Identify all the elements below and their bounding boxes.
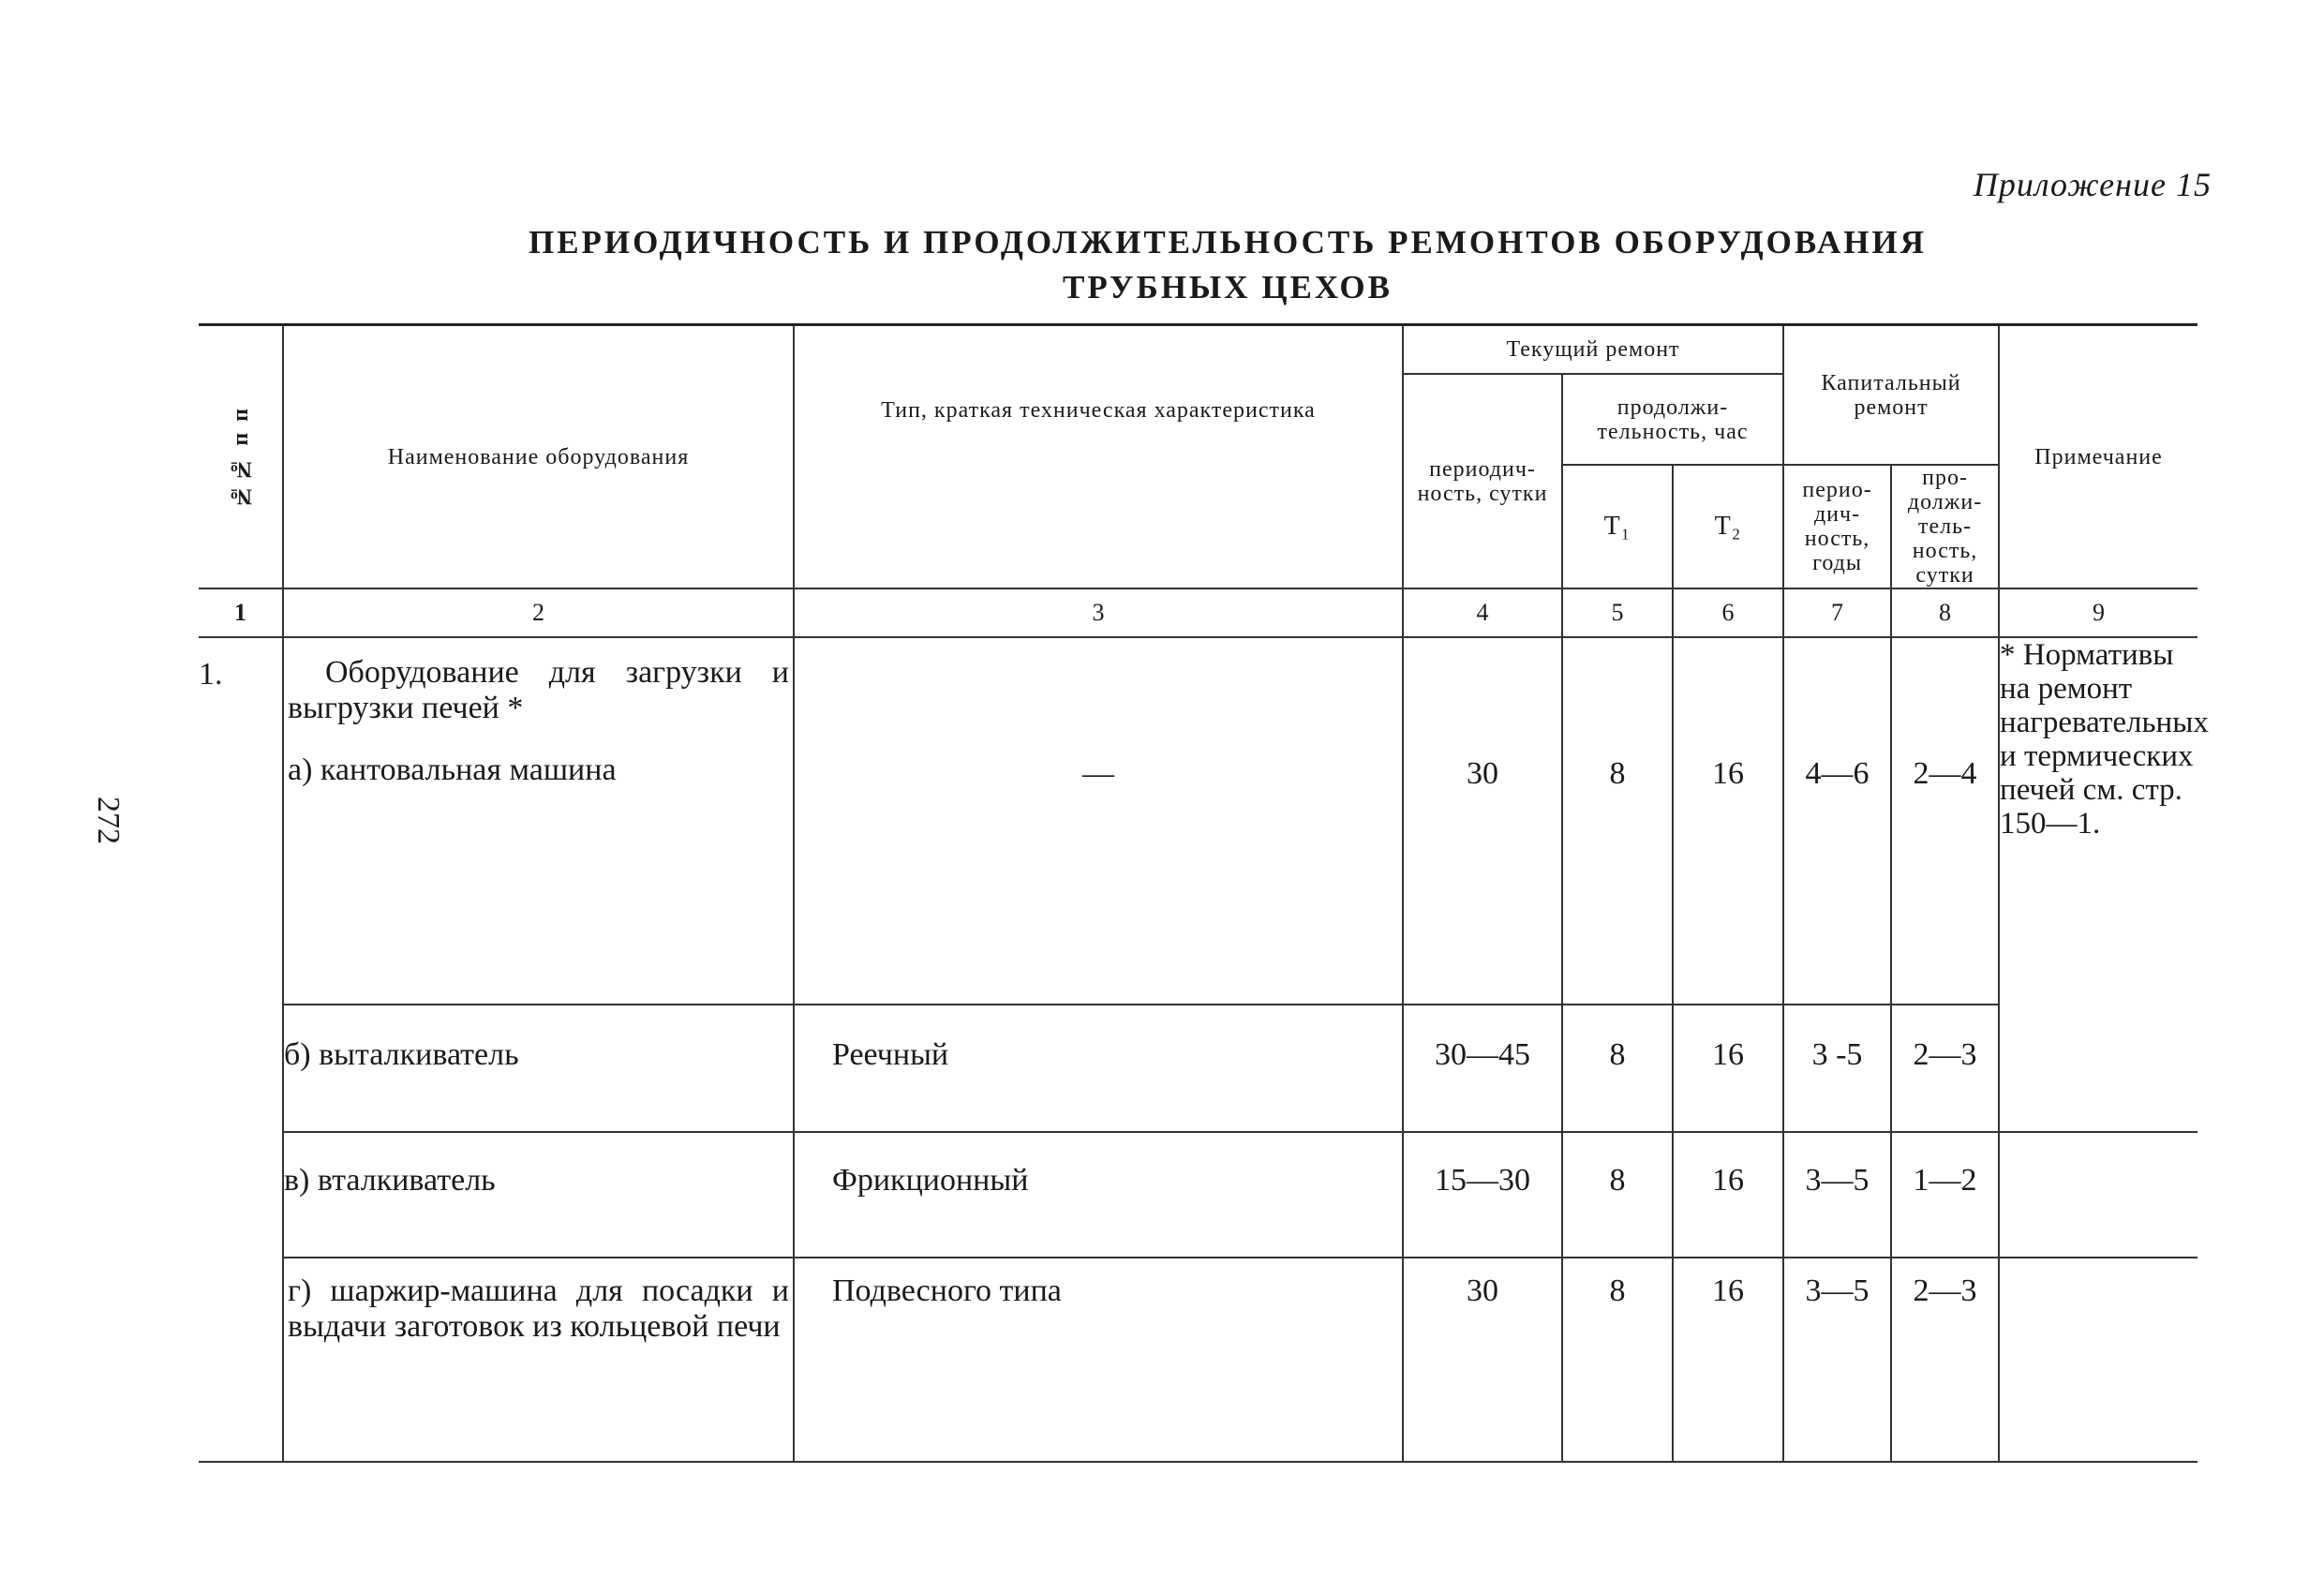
colnum-7: 7 (1783, 588, 1891, 637)
row-cap-duration: 2—3 (1891, 1005, 1999, 1132)
colnum-5: 5 (1562, 588, 1673, 637)
row-cap-period: 3 -5 (1783, 1005, 1891, 1132)
empty-note-cell (1999, 1258, 2197, 1462)
row-name: г) шаржир-машина для посадки и выдачи заготовок из кольцевой печи (283, 1258, 794, 1462)
header-note: Примечание (1999, 325, 2197, 589)
row-period: 30—45 (1403, 1005, 1562, 1132)
row-t2: 16 (1673, 637, 1783, 1005)
row-cap-duration: 2—4 (1891, 637, 1999, 1005)
row-t1: 8 (1562, 1132, 1673, 1258)
table-row (199, 637, 2197, 1005)
table-row (199, 1258, 2197, 1462)
repair-table (199, 323, 2209, 1463)
header-type: Тип, краткая техническая характеристика (794, 325, 1403, 589)
header-t1: Т₁ (1562, 465, 1673, 588)
header-capital-repair: Капитальный ремонт (1783, 325, 1999, 466)
title-line-2: ТРУБНЫХ ЦЕХОВ (1063, 269, 1393, 305)
group-title: Оборудование для загрузки и выгрузки печей * (288, 655, 789, 725)
row-a-name-cell (283, 637, 794, 1005)
row-type: — (794, 637, 1403, 1005)
row-t1: 8 (1562, 637, 1673, 1005)
colnum-9: 9 (1999, 588, 2197, 637)
row-t1: 8 (1562, 1005, 1673, 1132)
row-cap-duration: 1—2 (1891, 1132, 1999, 1258)
row-cap-period: 3—5 (1783, 1132, 1891, 1258)
header-num: №№ п п (199, 325, 283, 589)
row-type: Подвесного типа (794, 1258, 1403, 1462)
header-current-period: периодич-ность, сутки (1403, 374, 1562, 588)
group-number: 1. (199, 637, 283, 1462)
header-capital-duration: про-должи-тель-ность, сутки (1891, 465, 1999, 588)
row-cap-duration: 2—3 (1891, 1258, 1999, 1462)
colnum-8: 8 (1891, 588, 1999, 637)
row-type: Реечный (794, 1005, 1403, 1132)
row-t2: 16 (1673, 1005, 1783, 1132)
row-period: 30 (1403, 637, 1562, 1005)
colnum-4: 4 (1403, 588, 1562, 637)
page-number: 272 (91, 796, 126, 844)
colnum-6: 6 (1673, 588, 1783, 637)
row-name: в) вталкиватель (283, 1132, 794, 1258)
row-name: а) кантовальная машина (288, 752, 617, 787)
row-type: Фрикционный (794, 1132, 1403, 1258)
row-period: 30 (1403, 1258, 1562, 1462)
table-row (199, 1132, 2197, 1258)
row-t1: 8 (1562, 1258, 1673, 1462)
row-period: 15—30 (1403, 1132, 1562, 1258)
header-name: Наименование оборудования (283, 325, 794, 589)
colnum-2: 2 (283, 588, 794, 637)
row-cap-period: 3—5 (1783, 1258, 1891, 1462)
row-t2: 16 (1673, 1132, 1783, 1258)
row-cap-period: 4—6 (1783, 637, 1891, 1005)
group-note: * Нормативы на ремонт нагревательных и термических печей см. стр. 150—1. (1999, 637, 2197, 1132)
table-row (199, 1005, 2197, 1132)
header-t2: Т₂ (1673, 465, 1783, 588)
colnum-1: 1 (199, 588, 283, 637)
row-t2: 16 (1673, 1258, 1783, 1462)
header-current-repair: Текущий ремонт (1403, 325, 1783, 375)
colnum-3: 3 (794, 588, 1403, 637)
row-name: б) выталкиватель (283, 1005, 794, 1132)
title-line-1: ПЕРИОДИЧНОСТЬ И ПРОДОЛЖИТЕЛЬНОСТЬ РЕМОНТОВ ОБОРУДОВАНИЯ (528, 224, 1928, 261)
appendix-label: Приложение 15 (1973, 166, 2212, 203)
empty-note-cell (1999, 1132, 2197, 1258)
header-capital-period: перио-дич-ность, годы (1783, 465, 1891, 588)
header-current-duration: продолжи-тельность, час (1562, 374, 1783, 465)
